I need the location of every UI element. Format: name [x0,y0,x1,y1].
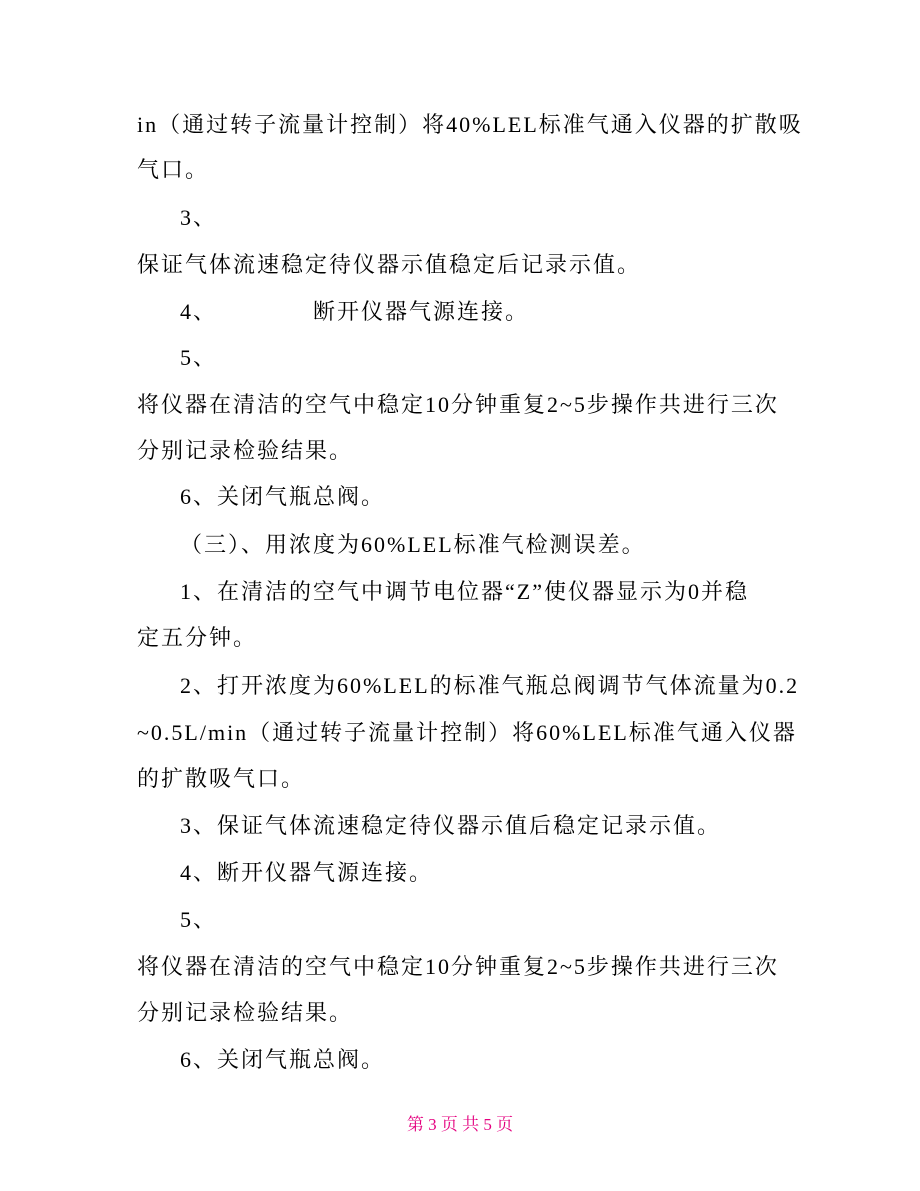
text-line: 4、断开仪器气源连接。 [180,860,434,885]
text-line: 分别记录检验结果。 [137,438,354,463]
text-line: 将仪器在清洁的空气中稳定10分钟重复2~5步操作共进行三次 [137,392,779,417]
text-line: 分别记录检验结果。 [137,1000,354,1025]
page-footer: 第 3 页 共 5 页 [406,1115,514,1134]
section-heading: （三）、用浓度为60%LEL标准气检测误差。 [180,532,646,557]
list-number: 3、 [180,205,218,230]
text-line: 3、保证气体流速稳定待仪器示值后稳定记录示值。 [180,813,722,838]
text-line: 6、关闭气瓶总阀。 [180,1047,386,1072]
text-line: 2、打开浓度为60%LEL的标准气瓶总阀调节气体流量为0.2 [180,673,800,698]
text-line: in（通过转子流量计控制）将40%LEL标准气通入仪器的扩散吸 [137,112,803,137]
text-line: 气口。 [137,157,210,182]
text-line: 将仪器在清洁的空气中稳定10分钟重复2~5步操作共进行三次 [137,954,779,979]
text-line: 6、关闭气瓶总阀。 [180,484,386,509]
text-line: 保证气体流速稳定待仪器示值稳定后记录示值。 [137,252,642,277]
list-number: 5、 [180,345,218,370]
text-line: 断开仪器气源连接。 [313,299,530,324]
text-line: 定五分钟。 [137,625,258,650]
text-line: 1、在清洁的空气中调节电位器“Z”使仪器显示为0并稳 [180,579,749,604]
text-line: ~0.5L/min（通过转子流量计控制）将60%LEL标准气通入仪器 [137,720,797,745]
list-number: 5、 [180,907,218,932]
text-line: 的扩散吸气口。 [137,766,306,791]
list-number: 4、 [180,299,218,324]
